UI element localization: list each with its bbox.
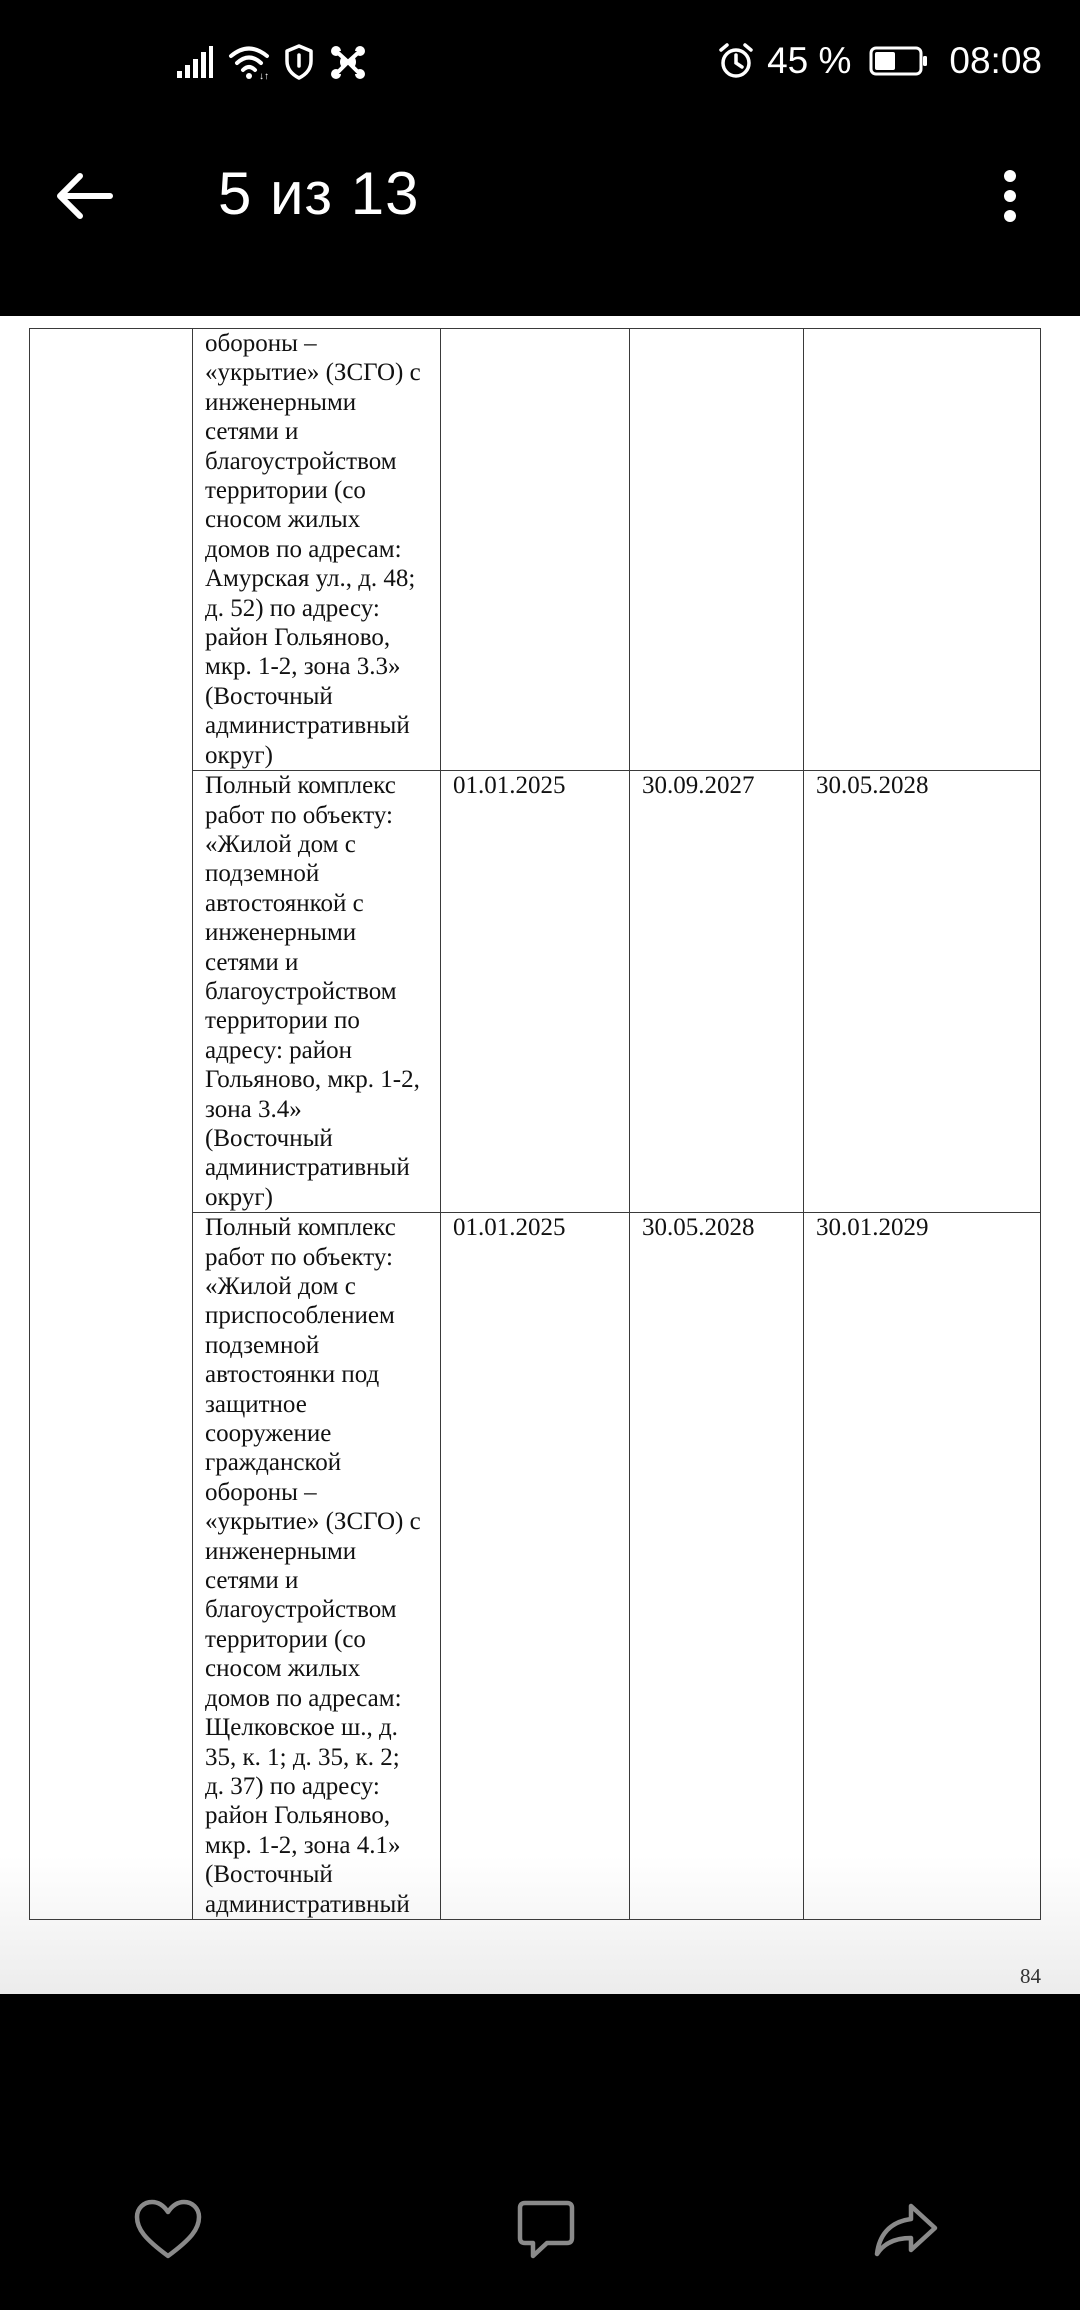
table-cell-date-end: 30.01.2029 bbox=[804, 1213, 1041, 1920]
comment-button[interactable] bbox=[496, 2180, 596, 2280]
table-cell-description: обороны – «укрытие» (ЗСГО) с инженерными сетями и благоустройством территории (со сносом жилых домов по адресам: Амурская ул., д. 48; д. 52) по адресу: район Гольяново, мкр. 1-2, зона 3.3» (Восточный административный округ) bbox=[193, 329, 441, 771]
shield-icon bbox=[284, 44, 314, 80]
status-right bbox=[717, 36, 1042, 86]
clock: 08:08 bbox=[949, 40, 1042, 81]
app-icon bbox=[328, 43, 368, 81]
comment-icon bbox=[517, 2200, 575, 2260]
bottom-action-bar bbox=[0, 2180, 1080, 2300]
document-table bbox=[29, 328, 1041, 1920]
signal-icon bbox=[176, 45, 214, 79]
status-left-icons bbox=[176, 40, 368, 84]
document-page[interactable] bbox=[0, 316, 1080, 1994]
table-cell-date-start: 01.01.2025 bbox=[441, 771, 630, 1213]
page-number: 84 bbox=[1020, 1964, 1041, 1988]
table-cell-date-middle bbox=[630, 329, 804, 771]
share-button[interactable] bbox=[856, 2180, 956, 2280]
back-button[interactable] bbox=[40, 152, 128, 240]
svg-text:↓↑: ↓↑ bbox=[259, 71, 269, 80]
table-cell-date-end bbox=[804, 329, 1041, 771]
like-button[interactable] bbox=[118, 2180, 218, 2280]
page-title: 5 из 13 bbox=[218, 160, 420, 227]
share-icon bbox=[873, 2202, 939, 2258]
table-cell-date-end: 30.05.2028 bbox=[804, 771, 1041, 1213]
wifi-icon bbox=[228, 44, 270, 80]
alarm-icon bbox=[717, 42, 755, 80]
table-cell-description: Полный комплекс работ по объекту: «Жилой дом с подземной автостоянкой с инженерными сетями и благоустройством территории по адресу: район Гольяново, мкр. 1-2, зона 3.4» (Восточный административный округ) bbox=[193, 771, 441, 1213]
table-cell-date-start: 01.01.2025 bbox=[441, 1213, 630, 1920]
heart-icon bbox=[133, 2199, 203, 2261]
table-cell-date-middle: 30.09.2027 bbox=[630, 771, 804, 1213]
arrow-left-icon bbox=[54, 171, 114, 221]
more-options-button[interactable] bbox=[980, 152, 1040, 240]
app-bar bbox=[0, 110, 1080, 316]
battery-icon bbox=[869, 46, 929, 76]
more-vertical-icon bbox=[1002, 170, 1018, 222]
table-cell-date-middle: 30.05.2028 bbox=[630, 1213, 804, 1920]
table-cell-empty bbox=[30, 329, 193, 1920]
table-cell-date-start bbox=[441, 329, 630, 771]
table-cell-description: Полный комплекс работ по объекту: «Жилой дом с приспособлением подземной автостоянки под защитное сооружение гражданской обороны – «укрытие» (ЗСГО) с инженерными сетями и благоустройством территории (со сносом жилых домов по адресам: Щелковское ш., д. 35, к. 1; д. 35, к. 2; д. 37) по адресу: район Гольяново, мкр. 1-2, зона 4.1» (Восточный административный bbox=[193, 1213, 441, 1920]
table-row bbox=[30, 329, 1041, 771]
status-bar bbox=[0, 0, 1080, 110]
battery-percent: 45 % bbox=[767, 40, 852, 81]
